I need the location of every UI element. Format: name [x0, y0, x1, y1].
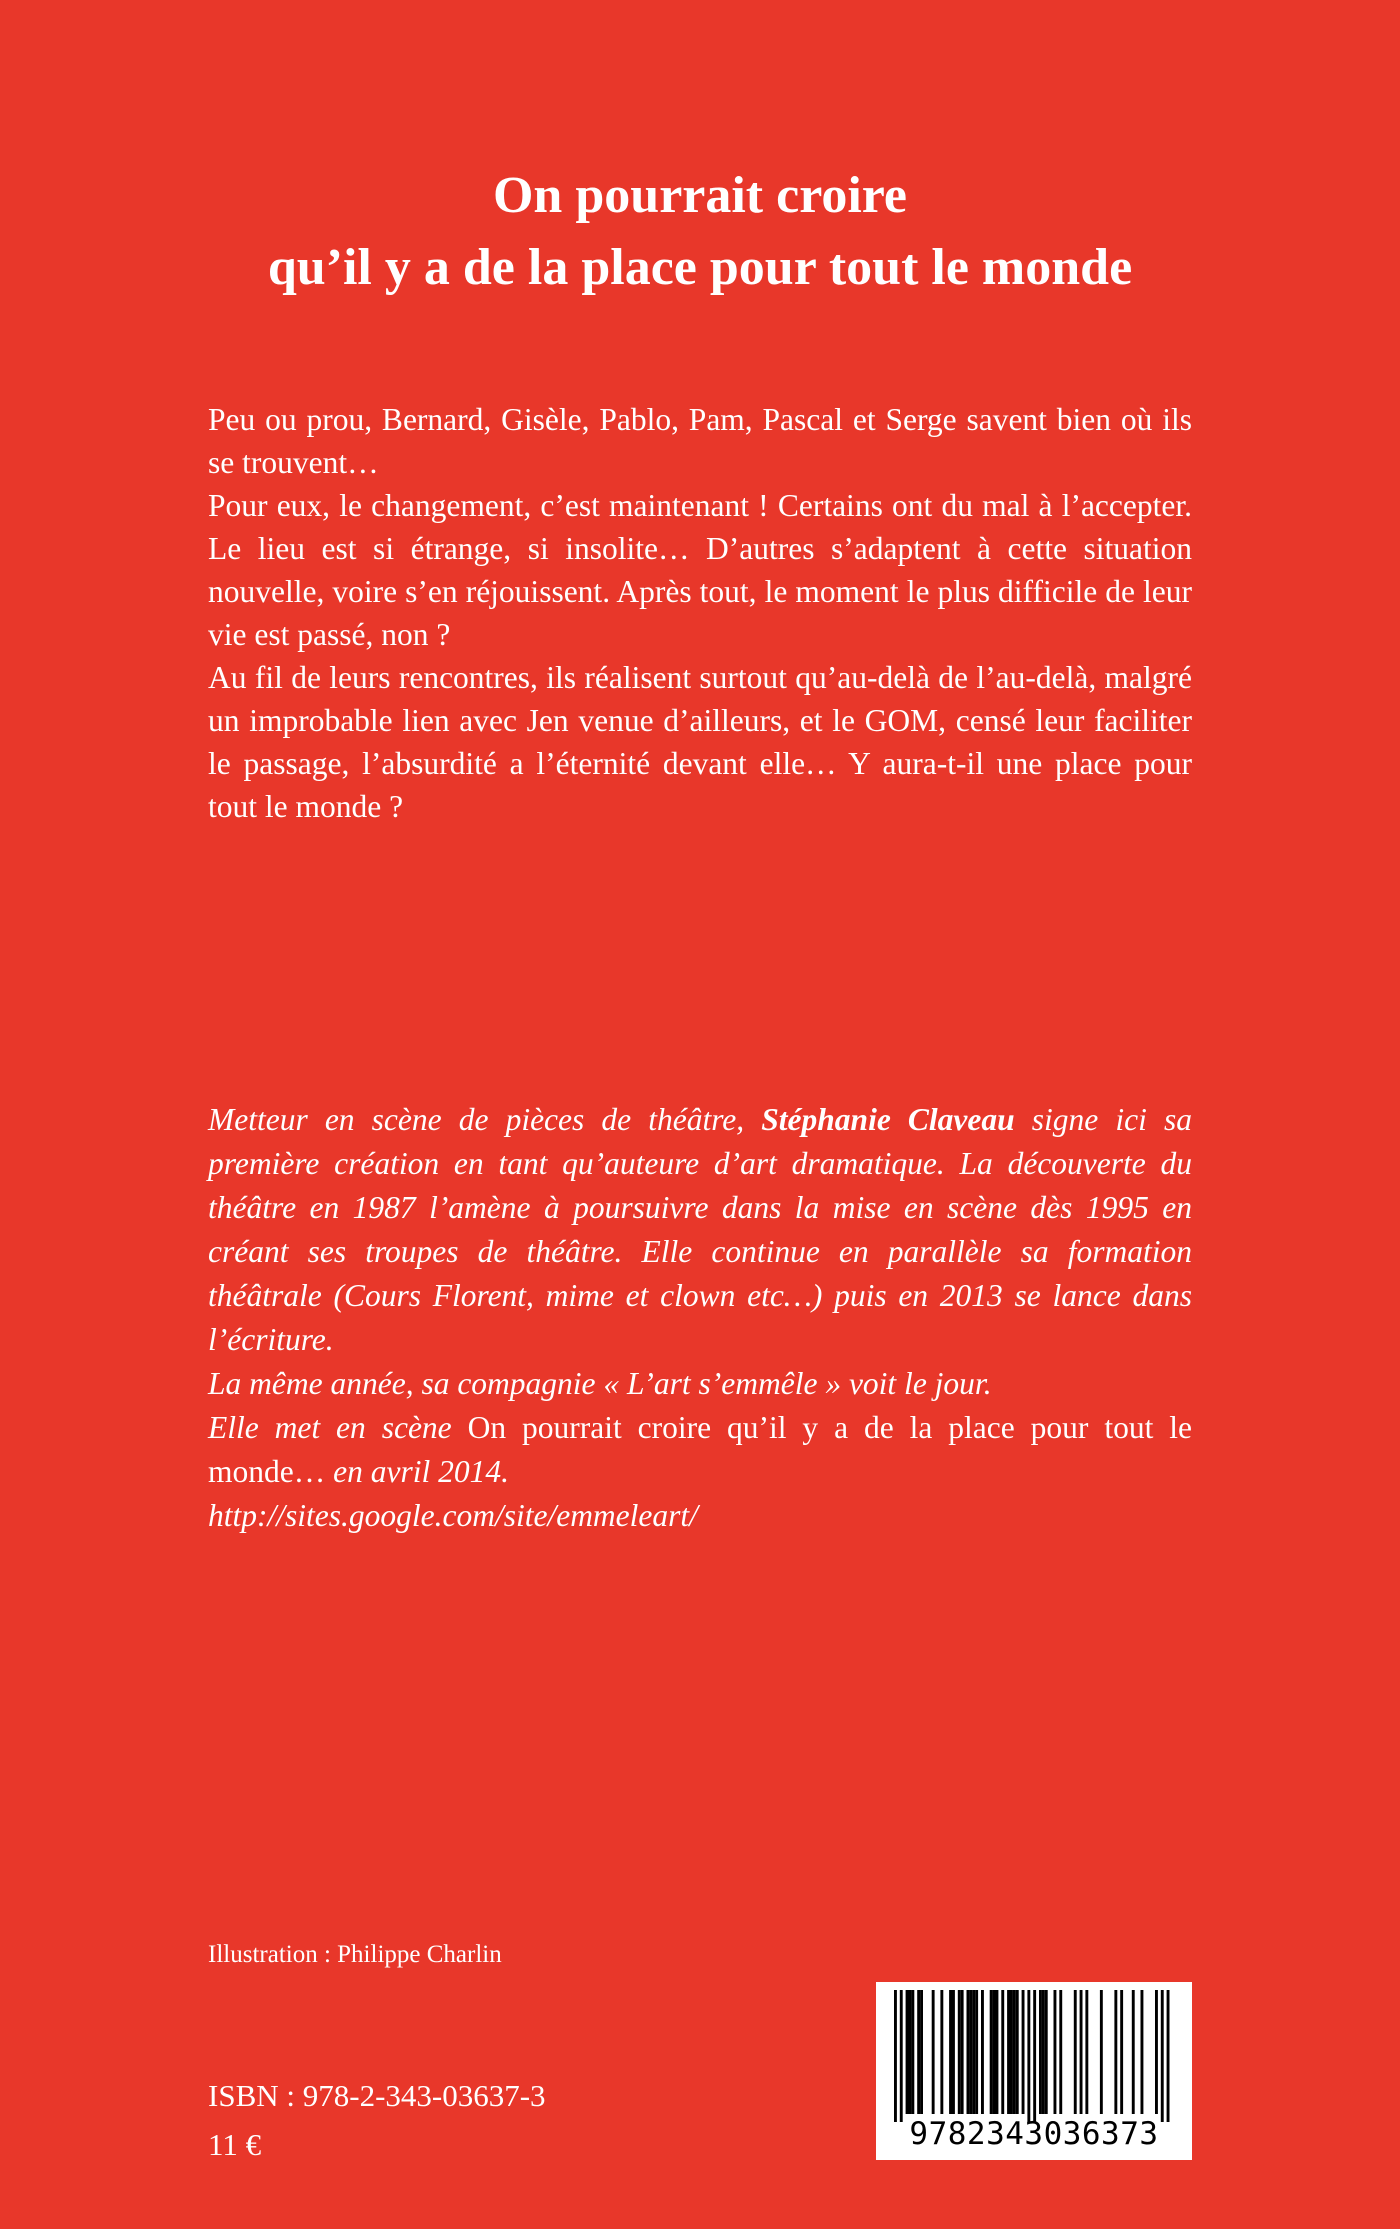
author-url: http://sites.google.com/site/emmeleart/ [208, 1498, 698, 1533]
barcode-guard-bar [1027, 1990, 1030, 2122]
barcode-bar [1013, 1990, 1016, 2114]
barcode-bar [1120, 1990, 1123, 2114]
author-bio [208, 1098, 1192, 1538]
book-title [0, 160, 1400, 304]
illustration-credit: Illustration : Philippe Charlin [208, 1941, 502, 1968]
bio-paragraph-2: La même année, sa compagnie « L’art s’emmêle » voit le jour. [208, 1366, 992, 1401]
barcode-bar [993, 1990, 996, 2114]
barcode-bar [975, 1990, 978, 2114]
barcode-bars [876, 1982, 1192, 2122]
barcode-bar [967, 1990, 970, 2114]
barcode-guard-bar [894, 1990, 897, 2122]
barcode-bar [1141, 1990, 1144, 2114]
barcode-bar [1001, 1990, 1004, 2114]
barcode-bar [996, 1990, 999, 2114]
barcode-bar [1016, 1990, 1019, 2114]
bio-staging: Elle met en scène [208, 1410, 468, 1445]
barcode-bar [969, 1990, 972, 2114]
barcode-bar [1132, 1990, 1135, 2114]
barcode-bar [1080, 1990, 1083, 2114]
barcode-bar [1054, 1990, 1057, 2114]
play-title: On pourrait croire qu’il y a de la place pour tout le monde… [208, 1410, 1192, 1489]
bio-date: en avril 2014. [325, 1454, 509, 1489]
summary-text [208, 398, 1192, 828]
barcode-bar [1114, 1990, 1117, 2114]
barcode-bar [990, 1990, 993, 2114]
barcode-bar [1039, 1990, 1042, 2114]
barcode-guard-bar [900, 1990, 903, 2122]
barcode-bar [1074, 1990, 1077, 2114]
barcode-guard-bar [1033, 1990, 1036, 2122]
barcode-bar [972, 1990, 975, 2114]
barcode-bar [1045, 1990, 1048, 2114]
barcode-bar [932, 1990, 935, 2114]
bio-paragraph-3 [208, 1406, 1192, 1494]
summary-paragraph-2: Pour eux, le changement, c’est maintenant ! Certains ont du mal à l’accepter. Le lieu est si étrange, si insolite… D’autres s’adaptent à cette situation nouvelle, voire s’en réjouissent. Après tout, le moment le plus difficile de leur vie est passé, non ? [208, 488, 1192, 652]
barcode-bar [940, 1990, 943, 2114]
isbn: ISBN : 978-2-343-03637-3 [208, 2078, 546, 2113]
title-line-2: qu’il y a de la place pour tout le monde [267, 239, 1133, 296]
barcode-digits: 9782343036373 [909, 2116, 1159, 2152]
barcode-bar [911, 1990, 914, 2114]
barcode-bar [1059, 1990, 1062, 2114]
bio-details: signe ici sa première création en tant qu’auteure d’art dramatique. La découverte du théâtre en 1987 l’amène à poursuivre dans la mise en scène dès 1995 en créant ses troupes de théâtre. Elle continue en parallèle sa formation théâtrale (Cours Florent, mime et clown etc…) puis en 2013 se lance dans l’écriture. [208, 1102, 1192, 1357]
barcode-bar [1100, 1990, 1103, 2114]
barcode-bar [1007, 1990, 1010, 2114]
title-line-1: On pourrait croire [492, 167, 908, 224]
author-name: Stéphanie Claveau [761, 1102, 1015, 1137]
bio-paragraph-1 [208, 1098, 1192, 1362]
barcode-bar [1042, 1990, 1045, 2114]
barcode-bar [949, 1990, 952, 2114]
barcode-bar [917, 1990, 920, 2114]
barcode [876, 1982, 1192, 2160]
price: 11 € [208, 2127, 262, 2162]
summary-paragraph-3: Au fil de leurs rencontres, ils réalisent surtout qu’au-delà de l’au-delà, malgré un improbable lien avec Jen venue d’ailleurs, et le GOM, censé leur faciliter le passage, l’absurdité a l’éternité devant elle… Y aura-t-il une place pour tout le monde ? [208, 660, 1192, 824]
barcode-bar [1010, 1990, 1013, 2114]
barcode-bar [961, 1990, 964, 2114]
barcode-guard-bar [1167, 1990, 1170, 2122]
barcode-bar [958, 1990, 961, 2114]
barcode-bar [909, 1990, 912, 2114]
barcode-bar [1022, 1990, 1025, 2114]
barcode-bar [920, 1990, 923, 2114]
barcode-bar [952, 1990, 955, 2114]
summary-paragraph-1: Peu ou prou, Bernard, Gisèle, Pablo, Pam, Pascal et Serge savent bien où ils se trouvent… [208, 402, 1192, 480]
barcode-bar [906, 1990, 909, 2114]
barcode-bar [1085, 1990, 1088, 2114]
barcode-bar [981, 1990, 984, 2114]
barcode-bar [1155, 1990, 1158, 2114]
bio-intro: Metteur en scène de pièces de théâtre, [208, 1102, 762, 1137]
barcode-guard-bar [1161, 1990, 1164, 2122]
